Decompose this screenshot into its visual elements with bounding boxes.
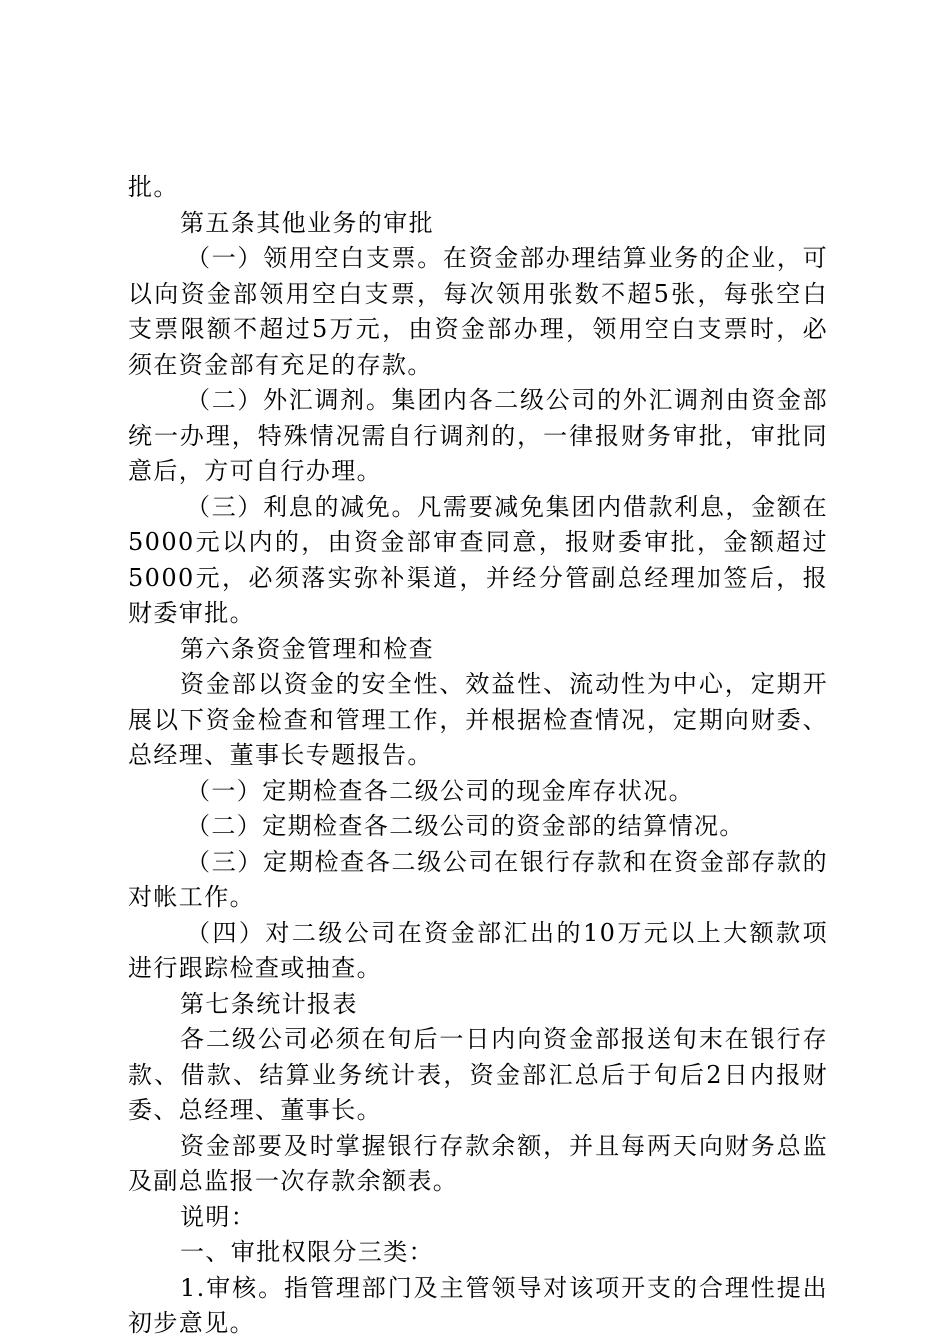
paragraph: 一、审批权限分三类： (180, 1238, 434, 1266)
paragraph: 资金部要及时掌握银行存款余额，并且每两天向财务总监及副总监报一次存款余额表。 (128, 1131, 828, 1195)
paragraph: 1.审核。指管理部门及主管领导对该项开支的合理性提出初步意见。 (128, 1273, 828, 1337)
list-item: （三）定期检查各二级公司在银行存款和在资金部存款的对帐工作。 (128, 847, 828, 911)
document-body (128, 170, 828, 1342)
list-item: （四）对二级公司在资金部汇出的10万元以上大额款项进行跟踪检查或抽查。 (128, 918, 828, 982)
paragraph: 资金部以资金的安全性、效益性、流动性为中心，定期开展以下资金检查和管理工作，并根据检查情况，定期向财委、总经理、董事长专题报告。 (128, 670, 828, 769)
paragraph: （一）领用空白支票。在资金部办理结算业务的企业，可以向资金部领用空白支票，每次领用张数不超5张，每张空白支票限额不超过5万元，由资金部办理，领用空白支票时，必须在资金部有充足的存款。 (128, 244, 828, 379)
section-heading: 第六条资金管理和检查 (180, 634, 434, 663)
list-item: （二）定期检查各二级公司的资金部的结算情况。 (186, 812, 745, 840)
section-heading: 说明： (180, 1202, 257, 1231)
paragraph: 各二级公司必须在旬后一日内向资金部报送旬末在银行存款、借款、结算业务统计表，资金部汇总后于旬后2日内报财委、总经理、董事长。 (128, 1025, 828, 1124)
section-heading: 第五条其他业务的审批 (180, 208, 434, 237)
paragraph: （三）利息的减免。凡需要减免集团内借款利息，金额在5000元以内的，由资金部审查同意，报财委审批，金额超过5000元，必须落实弥补渠道，并经分管副总经理加签后，报财委审批。 (128, 492, 828, 627)
paragraph: 批。 (128, 173, 179, 201)
paragraph: （二）外汇调剂。集团内各二级公司的外汇调剂由资金部统一办理，特殊情况需自行调剂的，一律报财务审批，审批同意后，方可自行办理。 (128, 386, 828, 485)
section-heading: 第七条统计报表 (180, 989, 358, 1018)
list-item: （一）定期检查各二级公司的现金库存状况。 (186, 776, 694, 805)
